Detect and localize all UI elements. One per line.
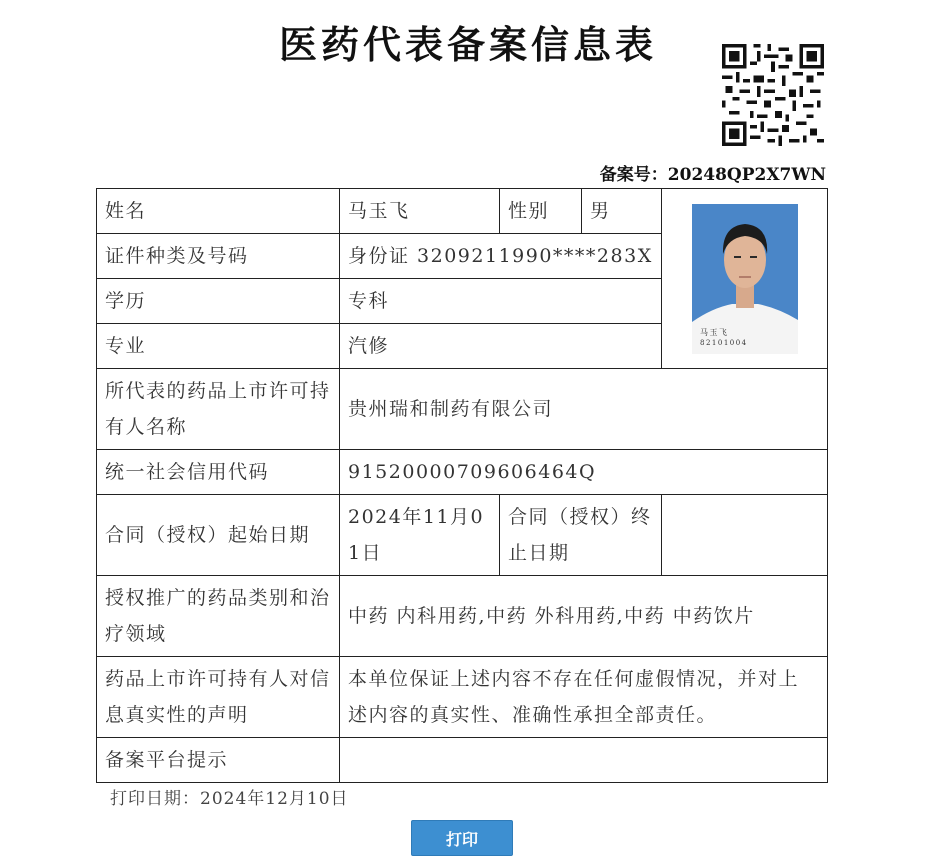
name-value: 马玉飞 <box>340 189 500 234</box>
statement-value: 本单位保证上述内容不存在任何虚假情况，并对上述内容的真实性、准确性承担全部责任。 <box>340 657 828 738</box>
end-date-label: 合同（授权）终止日期 <box>500 495 662 576</box>
major-value: 汽修 <box>340 324 662 369</box>
info-table <box>96 188 828 783</box>
holder-label: 所代表的药品上市许可持有人名称 <box>97 369 340 450</box>
id-photo <box>692 204 798 354</box>
education-label: 学历 <box>97 279 340 324</box>
gender-label: 性别 <box>500 189 582 234</box>
photo-caption-code: 82101004 <box>699 338 748 347</box>
major-label: 专业 <box>97 324 340 369</box>
category-value: 中药 内科用药,中药 外科用药,中药 中药饮片 <box>340 576 828 657</box>
print-button[interactable]: 打印 <box>411 820 513 856</box>
print-date: 打印日期：2024年12月10日 <box>110 789 349 809</box>
end-date-value <box>662 495 828 576</box>
credit-code-label: 统一社会信用代码 <box>97 450 340 495</box>
platform-tips-value <box>340 738 828 783</box>
id-value: 身份证 3209211990****283X <box>340 234 662 279</box>
page-title: 医药代表备案信息表 <box>278 22 657 67</box>
name-label: 姓名 <box>97 189 340 234</box>
credit-code-value: 91520000709606464Q <box>340 450 828 495</box>
platform-tips-label: 备案平台提示 <box>97 738 340 783</box>
id-label: 证件种类及号码 <box>97 234 340 279</box>
photo-cell <box>662 189 828 369</box>
education-value: 专科 <box>340 279 662 324</box>
statement-label: 药品上市许可持有人对信息真实性的声明 <box>97 657 340 738</box>
record-number: 备案号：20248QP2X7WN <box>599 165 826 185</box>
start-date-label: 合同（授权）起始日期 <box>97 495 340 576</box>
photo-caption-name: 马玉飞 <box>699 327 728 337</box>
qr-code <box>722 44 824 146</box>
gender-value: 男 <box>582 189 662 234</box>
start-date-value: 2024年11月01日 <box>340 495 500 576</box>
category-label: 授权推广的药品类别和治疗领域 <box>97 576 340 657</box>
holder-value: 贵州瑞和制药有限公司 <box>340 369 828 450</box>
